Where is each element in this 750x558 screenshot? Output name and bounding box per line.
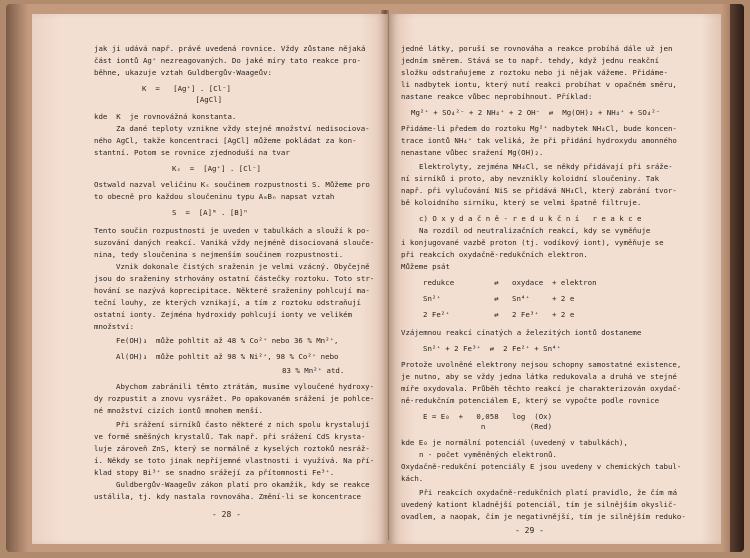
left-line: jak ji udává např. právě uvedená rovnice. Vždy zůstane nějaká [94,44,366,53]
left-line: ného AgCl, takže koncentraci [AgCl] můžeme pokládat za kon- [94,136,357,145]
left-line: klad stopy Bi³⁺ se snadno srážejí za přítomnosti Fe³⁺. [94,468,335,477]
right-line: jedné látky, poruší se rovnováha a reakce probíhá dále už jen [401,44,673,53]
right-line: např. při vylučování NiS se přidává NH₄Cl, který zabrání tvor- [401,186,677,195]
left-line: stantní. Potom se rovnice zjednoduší na tvar [94,148,290,157]
formula-k-denominator: [AgCl] [142,95,223,104]
right-line: kách. [401,474,424,483]
left-line: í. Někdy se toto jinak nepříjemné vlastnosti i využívá. Na pří- [94,456,375,465]
right-line: Elektrolyty, zejména NH₄Cl, se někdy přidávají při sráže- [419,162,673,171]
left-line: Tento součin rozpustnosti je uveden v tabulkách a slouží k po- [94,226,370,235]
left-page [32,14,388,544]
page-number-left: - 28 - [212,510,241,519]
right-line: uvedený kationt kladnější potenciál, tím je silnějším okyslič- [401,500,677,509]
right-line: při reakcích oxydačně-redukčních elektron. [401,250,588,259]
right-line: n - počet vyměněných elektronů. [419,450,557,459]
right-page [389,14,721,544]
left-line: luje zároveň ZnS, který se normálně z kyselých roztoků nesráž- [94,444,370,453]
right-line: li nadbytek iontu, který nutí reakci probíhat v opačném směru, [401,80,677,89]
left-line: Fe(OH)₃ může pohltit až 48 % Co²⁺ nebo 36 % Mn²⁺, [116,336,339,345]
left-line: Při srážení sirníků často některé z nich spolu krystalují [116,420,370,429]
left-line: ostatní ionty. Zejména hydroxidy pohlcují ionty ve velikém [94,310,353,319]
left-line: ve formě směšných krystalů. Tak např. při srážení CdS krysta- [94,432,366,441]
left-line: část iontů Ag⁺ nezreagovaných. Do jaké míry tato reakce pro- [94,56,361,65]
redox-scheme-header: redukce ⇄ oxydace + elektron [423,278,597,287]
right-line: nastane reakce vůbec neprobíhnout. Příklad: [401,92,593,101]
formula-s: S = [A]ᵐ . [B]ⁿ [172,208,248,217]
right-line: i konjugované vazbě proton (tj. vodíkový iont), vyměňuje se [401,238,664,247]
redox-scheme-sn: Sn²⁺ ⇄ Sn⁴⁺ + 2 e [423,294,575,303]
right-line: nenastane vůbec sražení Mg(OH)₂. [401,148,544,157]
right-line: Při reakcích oxydačně-redukčních platí pravidlo, že čím má [419,488,678,497]
right-line: jedním směrem. Stává se to např. tehdy, když jednu reakční [401,56,660,65]
left-line: né množství cizích iontů mnohem menší. [94,406,264,415]
left-line: hování se nazývá koprecipitace. Některé sraženiny pohlcují ma- [94,286,370,295]
right-line: Vzájemnou reakcí cínatých a železitých iontů dostaneme [401,328,642,337]
left-line: Al(OH)₃ může pohltit až 98 % Ni²⁺, 98 % Co²⁺ nebo [116,352,339,361]
left-line: jsou do sraženiny strhovány ostatní částečky roztoku. Toto str- [94,274,375,283]
left-line: Vznik dokonale čistých sraženin je velmi vzácný. Obyčejně [116,262,370,271]
right-line: Oxydačně-redukční potenciály E jsou uvedeny v chemických tabul- [401,462,682,471]
right-line: Protože uvolněné elektrony nejsou schopny samostatné existence, [401,360,682,369]
right-line: Můžeme psát [401,262,450,271]
left-line: Za dané teploty vznikne vždy stejné množství nedisociova- [116,124,370,133]
left-line: suzování daných reakcí. Vaniká vždy nejméně disociovaná slouče- [94,238,375,247]
equation-mg: Mg²⁺ + SO₄²⁻ + 2 NH₄⁺ + 2 OH⁻ ⇄ Mg(OH)₂ + NH₄⁺ + SO₄²⁻ [411,108,661,117]
right-line: ní sirníků i proto, aby nevznikly koloidní sloučeniny. Tak [401,174,660,183]
left-line: ustálila, tj. kdy nastala rovnováha. Změní-li se koncentrace [94,492,361,501]
right-line: bě koloidního sirníku, který se velmi špatně filtruje. [401,198,642,207]
right-line: Na rozdíl od neutralizačních reakcí, kdy se vyměňuje [419,226,651,235]
left-line: kde K je rovnovážná konstanta. [94,112,237,121]
redox-scheme-fe: 2 Fe²⁺ ⇄ 2 Fe³⁺ + 2 e [423,310,575,319]
left-line: množství: [94,322,135,331]
right-line: ovadlem, a naopak, čím je negativnější, tím je silnějším reduko- [401,512,686,521]
right-line: ně-redukčním potenciálem E, který se vypočte podle rovnice [401,396,660,405]
left-line: Abychom zabránili těmto ztrátám, musíme vyloučené hydroxy- [116,382,375,391]
left-line: teční louhy, ze kterých vznikají, a tím z roztoku odstraňují [94,298,361,307]
left-line: nina, tedy sloučenina s nejmenším součinem rozpustnosti. [94,250,344,259]
left-line: 83 % Mn²⁺ atd. [282,366,345,375]
right-line: složku odstraňujeme z roztoku nebo ji nějak vážeme. Přidáme- [401,68,668,77]
section-heading-redox: c) O x y d a č n ě - r e d u k č n í r e a k c e [419,214,642,223]
formula-ks: Kₛ = [Ag⁺] . [Cl⁻] [172,164,261,173]
left-line: to obecně pro každou sloučeninu typu AₘBₙ napsat vztah [94,192,335,201]
equation-sn-fe: Sn²⁺ + 2 Fe³⁺ ⇄ 2 Fe²⁺ + Sn⁴⁺ [423,344,561,353]
formula-k-numerator: K = [Ag⁺] . [Cl⁻] [142,84,231,93]
right-line: Přidáme-li předem do roztoku Mg²⁺ nadbytek NH₄Cl, bude koncen- [401,124,677,133]
right-line: trace iontů NH₄⁺ tak veliká, že při přidání hydroxydu amonného [401,136,677,145]
left-line: Guldbergův-Waageův zákon platí pro okamžik, kdy se reakce [116,480,370,489]
page-number-right: - 29 - [515,526,544,535]
left-line: Ostwald nazval veličinu Kₛ součinem rozpustnosti S. Můžeme pro [94,180,370,189]
right-line: kde E₀ je normální potenciál (uvedený v tabulkách), [401,438,628,447]
formula-e-bottom: n (Red) [423,422,553,431]
left-line: běhne, ukazuje vztah Guldbergův-Waageův: [94,68,272,77]
book-cover-edge [730,4,744,552]
formula-e-top: E = E₀ + 0,058 log (Ox) [423,412,553,421]
right-line: míře oxydovala. Průběh těchto reakcí je charakterizován oxydač- [401,384,682,393]
left-line: dy rozpustit a znovu vysrážet. Po opakovaném srážení je pohlce- [94,394,375,403]
right-line: je nutno, aby se vždy jedna látka redukovala a druhá ve stejné [401,372,677,381]
